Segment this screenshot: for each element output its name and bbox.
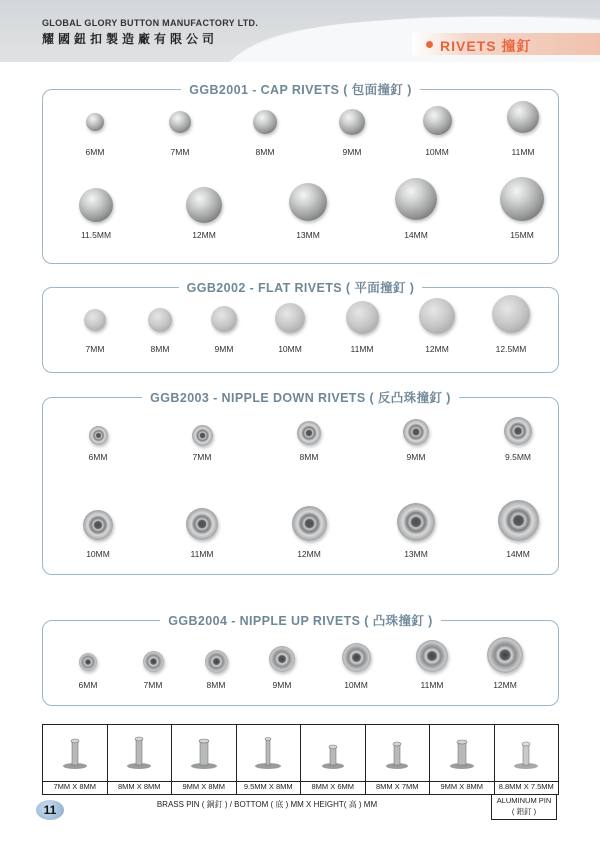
brass-pin-icon [253,733,283,773]
pin-size-label: 9.5MM X 8MM [237,780,302,794]
size-label: 9MM [214,344,234,354]
rivet-image [148,308,172,332]
pin-cell [43,725,108,781]
rivet-image [169,111,191,133]
size-label: 8MM [255,147,275,157]
bullet-dot-icon [426,41,433,48]
size-label: 10MM [86,549,110,559]
page-header [0,0,600,62]
nipple-down-rivets-panel [42,391,559,575]
size-label: 13MM [404,549,428,559]
pin-size-label: 8.8MM X 7.5MM [498,782,554,791]
pin-cell [172,725,237,781]
rivet-image [289,183,327,221]
size-label: 12MM [297,549,321,559]
rivet-image [292,506,327,541]
rivet-image [253,110,277,134]
pin-size-label: 8MM X 8MM [108,780,173,794]
rivet-image [86,113,104,131]
pin-cell [366,725,431,781]
rivet-image [275,303,305,333]
panel-title: GGB2003 - NIPPLE DOWN RIVETS ( 反凸珠撞釘 ) [142,391,459,405]
section-tag [412,33,600,55]
rivet-image [297,421,321,445]
pin-cell [108,725,173,781]
size-label: 11MM [511,147,535,157]
cap-rivets-panel [42,83,559,264]
pin-size-label: 9MM X 8MM [172,780,237,794]
rivet-image [83,510,113,540]
size-label: 14MM [506,549,530,559]
rivet-image [487,637,523,673]
pin-image-row [42,724,559,782]
size-label: 12MM [192,230,216,240]
rivet-image [186,187,222,223]
size-label: 8MM [299,452,319,462]
size-label: 15MM [510,230,534,240]
rivet-image [507,101,539,133]
brass-pin-icon [382,733,412,773]
brass-pin-icon [60,733,90,773]
section-title: RIVETS 撞釘 [440,38,532,54]
rivet-image [339,109,365,135]
size-label: 10MM [278,344,302,354]
brass-pin-icon [318,733,348,773]
size-label: 14MM [404,230,428,240]
size-label: 7MM [170,147,190,157]
rivet-image [186,508,218,540]
rivet-image [79,188,113,222]
rivet-image [205,650,228,673]
size-label: 10MM [425,147,449,157]
rivet-image [84,309,106,331]
brass-pin-note: BRASS PIN ( 銅釘 ) / BOTTOM ( 底 ) MM X HEIGHT( 高 ) MM [156,800,378,809]
rivet-image [211,306,237,332]
pin-cell [495,725,559,781]
aluminum-pin-icon [511,733,541,773]
pin-cell [430,725,495,781]
rivet-image [423,106,452,135]
rivet-image [346,301,379,334]
rivet-image [143,651,164,672]
aluminum-note-line2: ( 鋁釘 ) [511,807,537,816]
page-number: 11 [36,800,64,820]
rivet-image [492,295,530,333]
size-label: 12MM [493,680,517,690]
panel-title: GGB2002 - FLAT RIVETS ( 平面撞釘 ) [179,281,423,295]
size-label: 6MM [85,147,105,157]
size-label: 12MM [425,344,449,354]
rivet-image [498,500,539,541]
size-label: 9.5MM [505,452,531,462]
panel-title: GGB2001 - CAP RIVETS ( 包面撞釘 ) [181,83,420,97]
aluminum-note-line1: ALUMINUM PIN [496,796,552,805]
brass-pin-icon [124,733,154,773]
brass-pin-icon [447,733,477,773]
size-label: 9MM [406,452,426,462]
nipple-up-rivets-panel [42,614,559,706]
pin-cell [237,725,302,781]
size-label: 7MM [85,344,105,354]
pin-size-row [42,780,559,795]
rivet-image [192,425,213,446]
rivet-image [269,646,295,672]
size-label: 7MM [143,680,163,690]
pin-size-label: 8MM X 6MM [301,780,366,794]
pin-size-label: 9MM X 8MM [430,780,495,794]
pin-size-table [42,724,557,820]
size-label: 7MM [192,452,212,462]
pin-size-label: 7MM X 8MM [43,780,108,794]
size-label: 6MM [88,452,108,462]
size-label: 9MM [342,147,362,157]
size-label: 6MM [78,680,98,690]
rivet-image [403,419,429,445]
size-label: 11MM [350,344,374,354]
company-name-chinese: 耀國鈕扣製造廠有限公司 [42,32,219,46]
size-label: 13MM [296,230,320,240]
size-label: 10MM [344,680,368,690]
pin-cell [301,725,366,781]
rivet-image [89,426,108,445]
size-label: 11MM [420,680,444,690]
rivet-image [342,643,371,672]
size-label: 12.5MM [495,344,527,354]
size-label: 11.5MM [80,230,112,240]
pin-size-label: 8MM X 7MM [366,780,431,794]
size-label: 11MM [190,549,214,559]
rivet-image [500,177,544,221]
panel-title: GGB2004 - NIPPLE UP RIVETS ( 凸珠撞釘 ) [160,614,441,628]
rivet-image [416,640,448,672]
rivet-image [397,503,435,541]
rivet-image [419,298,455,334]
rivet-image [504,417,532,445]
size-label: 8MM [206,680,226,690]
rivet-image [79,653,97,671]
brass-pin-icon [189,733,219,773]
size-label: 8MM [150,344,170,354]
aluminum-pin-note [491,794,557,820]
flat-rivets-panel [42,281,559,373]
rivet-image [395,178,437,220]
size-label: 9MM [272,680,292,690]
company-name-english: GLOBAL GLORY BUTTON MANUFACTORY LTD. [42,18,259,28]
